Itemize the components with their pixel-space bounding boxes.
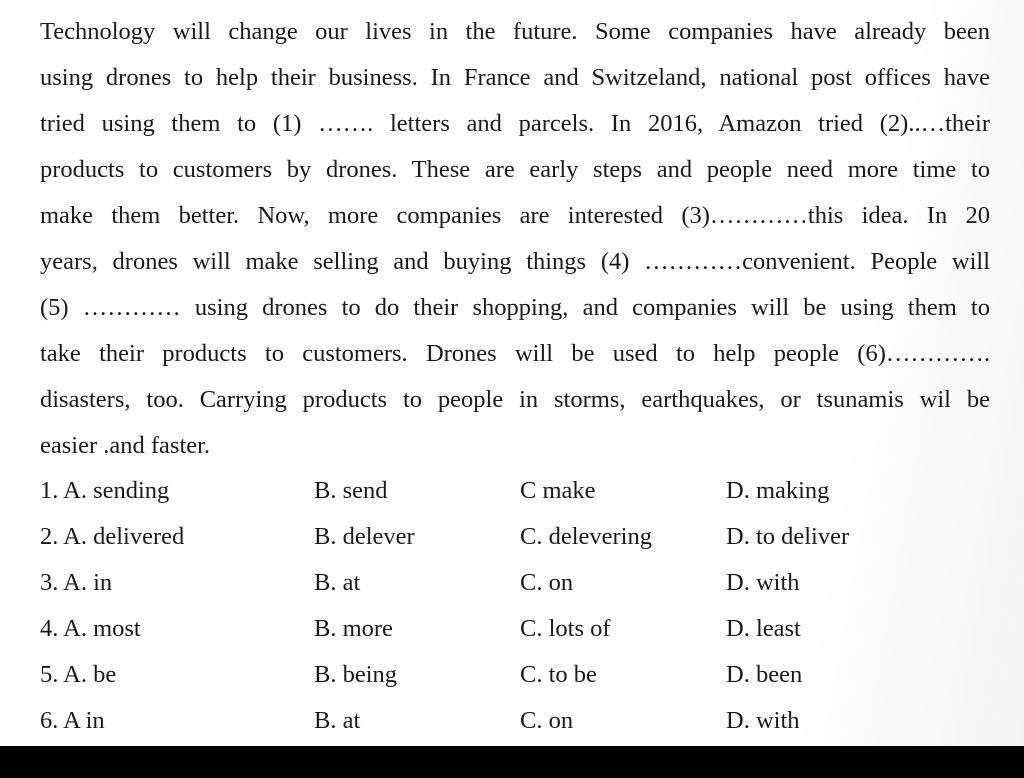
passage-line: products to customers by drones. These are early steps and people need more time to bbox=[40, 156, 990, 183]
option-b: B. send bbox=[314, 477, 388, 504]
passage-line: tried using them to (1) ……. letters and parcels. In 2016, Amazon tried (2)..…their bbox=[40, 110, 990, 137]
option-a: 4. A. most bbox=[40, 615, 141, 642]
option-a: 5. A. be bbox=[40, 661, 117, 688]
question-row bbox=[40, 514, 990, 560]
passage-line: take their products to customers. Drones will be used to help people (6)…………. bbox=[40, 340, 990, 367]
option-a: 6. A in bbox=[40, 707, 105, 734]
question-row bbox=[40, 606, 990, 652]
passage-line: make them better. Now, more companies are interested (3)…………this idea. In 20 bbox=[40, 202, 990, 229]
option-d: D. least bbox=[726, 615, 801, 642]
option-d: D. making bbox=[726, 477, 830, 504]
passage-line: years, drones will make selling and buying things (4) …………convenient. People will bbox=[40, 248, 990, 275]
option-d: D. been bbox=[726, 661, 803, 688]
option-b: B. at bbox=[314, 707, 361, 734]
question-row bbox=[40, 468, 990, 514]
question-row bbox=[40, 698, 990, 744]
question-row bbox=[40, 652, 990, 698]
passage-line: (5) ………… using drones to do their shopping, and companies will be using them to bbox=[40, 294, 990, 321]
passage-line: Technology will change our lives in the future. Some companies have already been bbox=[40, 18, 990, 45]
question-row bbox=[40, 560, 990, 606]
answer-options bbox=[40, 468, 990, 744]
option-b: B. at bbox=[314, 569, 361, 596]
option-c: C make bbox=[520, 477, 596, 504]
option-d: D. with bbox=[726, 707, 800, 734]
option-a: 2. A. delivered bbox=[40, 523, 185, 550]
option-b: B. more bbox=[314, 615, 393, 642]
option-b: B. being bbox=[314, 661, 398, 688]
option-b: B. delever bbox=[314, 523, 415, 550]
option-c: C. on bbox=[520, 707, 574, 734]
option-c: C. on bbox=[520, 569, 574, 596]
bottom-black-bar bbox=[0, 746, 1024, 778]
option-c: C. delevering bbox=[520, 523, 652, 550]
passage-line: disasters, too. Carrying products to people in storms, earthquakes, or tsunamis wil be bbox=[40, 386, 990, 413]
option-a: 1. A. sending bbox=[40, 477, 170, 504]
option-d: D. with bbox=[726, 569, 800, 596]
passage-line: easier .and faster. bbox=[40, 432, 211, 459]
reading-passage bbox=[40, 9, 990, 469]
option-d: D. to deliver bbox=[726, 523, 850, 550]
passage-line: using drones to help their business. In France and Switzeland, national post offices have bbox=[40, 64, 990, 91]
option-c: C. lots of bbox=[520, 615, 611, 642]
option-c: C. to be bbox=[520, 661, 597, 688]
option-a: 3. A. in bbox=[40, 569, 113, 596]
